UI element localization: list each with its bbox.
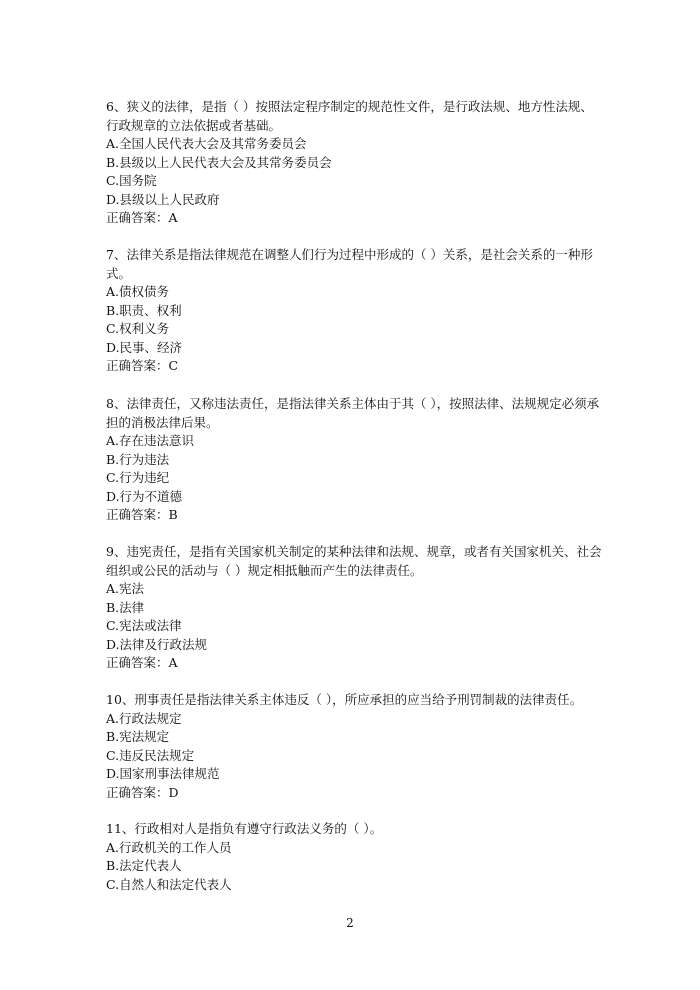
- question-6: [106, 98, 606, 228]
- option-b: B.行为违法: [106, 451, 170, 467]
- option-d: D.县级以上人民政府: [106, 191, 220, 207]
- question-stem-line: 7、法律关系是指法律规范在调整人们行为过程中形成的（ ）关系，是社会关系的一种形: [106, 247, 593, 262]
- option-d: D.法律及行政法规: [106, 636, 208, 652]
- option-d: D.国家刑事法律规范: [106, 766, 220, 781]
- question-7: [106, 246, 606, 376]
- option-c: C.宪法或法律: [106, 618, 182, 633]
- option-b: B.县级以上人民代表大会及其常务委员会: [106, 154, 332, 170]
- correct-answer: 正确答案：A: [106, 210, 178, 225]
- option-b: B.宪法规定: [106, 729, 170, 744]
- correct-answer: 正确答案：A: [106, 655, 178, 670]
- question-stem-line: 10、刑事责任是指法律关系主体违反（ ），所应承担的应当给予刑罚制裁的法律责任。: [106, 692, 583, 707]
- correct-answer: 正确答案：B: [106, 507, 178, 522]
- question-11: [106, 820, 606, 894]
- option-c: C.行为违纪: [106, 470, 170, 485]
- option-d: D.行为不道德: [106, 488, 183, 504]
- question-stem-line: 组织或公民的活动与（ ）规定相抵触而产生的法律责任。: [106, 562, 423, 578]
- option-c: C.违反民法规定: [106, 747, 195, 763]
- page-number: 2: [346, 916, 354, 930]
- option-b: B.法律: [106, 599, 145, 615]
- correct-answer: 正确答案：C: [106, 358, 179, 373]
- option-a: A.行政机关的工作人员: [106, 839, 232, 855]
- option-a: A.宪法: [106, 581, 145, 596]
- question-stem-line: 8、法律责任，又称违法责任，是指法律关系主体由于其（ ），按照法律、法规规定必须承: [106, 396, 600, 411]
- question-stem-line: 6、狭义的法律，是指（ ）按照法定程序制定的规范性文件，是行政法规、地方性法规、: [106, 99, 593, 114]
- option-b: B.法定代表人: [106, 858, 182, 873]
- question-stem-line: 式。: [106, 265, 132, 281]
- option-b: B.职责、权利: [106, 302, 182, 318]
- question-stem-line: 行政规章的立法依据或者基础。: [106, 117, 282, 133]
- question-9: [106, 543, 606, 673]
- option-a: A.债权债务: [106, 284, 170, 299]
- question-10: [106, 691, 606, 802]
- question-8: [106, 395, 606, 525]
- option-a: A.全国人民代表大会及其常务委员会: [106, 136, 307, 151]
- correct-answer: 正确答案：D: [106, 784, 179, 800]
- question-stem-line: 11、行政相对人是指负有遵守行政法义务的（ ）。: [106, 821, 383, 836]
- option-c: C.自然人和法定代表人: [106, 876, 232, 892]
- question-stem-line: 9、违宪责任，是指有关国家机关制定的某种法律和法规、规章，或者有关国家机关、社会: [106, 544, 602, 559]
- option-c: C.权利义务: [106, 321, 170, 336]
- option-d: D.民事、经济: [106, 339, 183, 355]
- question-stem-line: 担的消极法律后果。: [106, 414, 219, 430]
- option-c: C.国务院: [106, 173, 157, 188]
- option-a: A.存在违法意识: [106, 433, 195, 448]
- option-a: A.行政法规定: [106, 710, 182, 726]
